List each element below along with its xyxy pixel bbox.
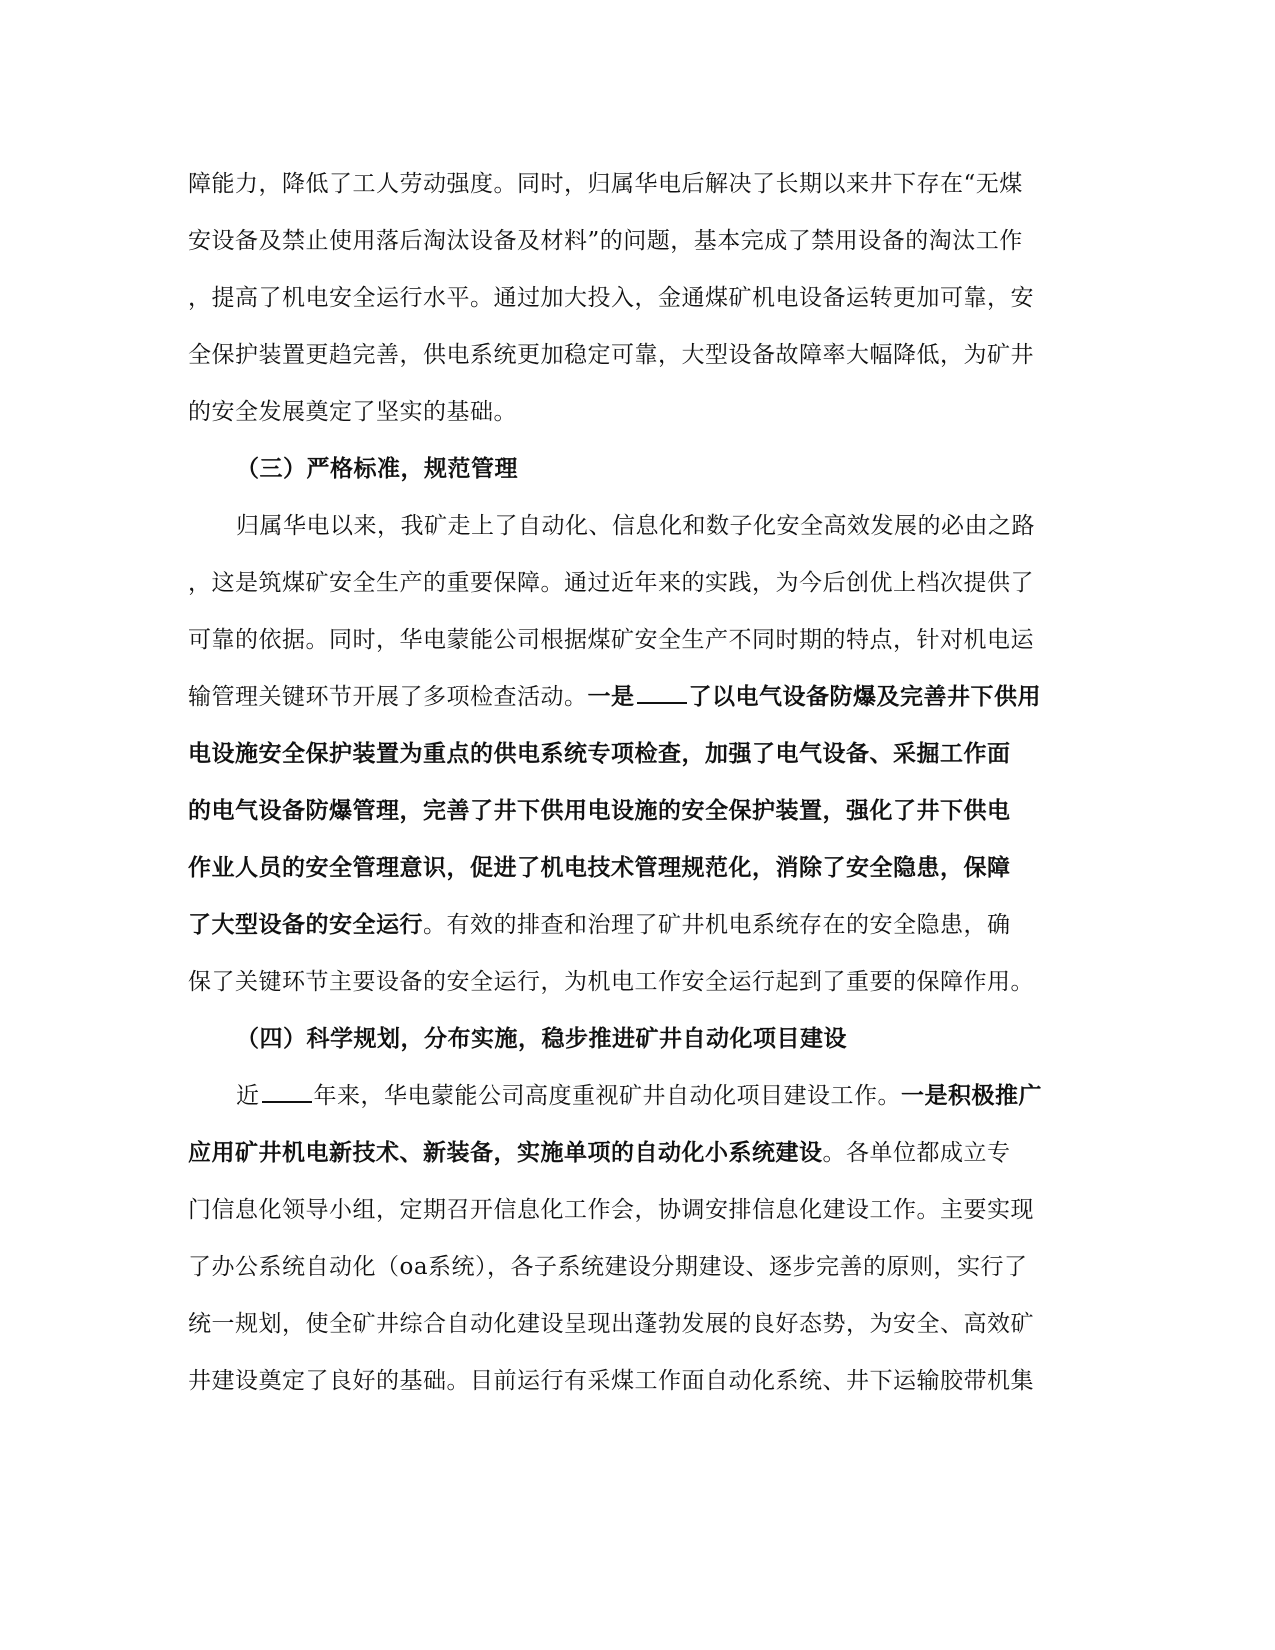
paragraph-line [236, 1076, 1088, 1116]
paragraph-line: 保了关键环节主要设备的安全运行，为机电工作安全运行起到了重要的保障作用。 [188, 969, 1034, 995]
paragraph-line: ，这是筑煤矿安全生产的重要保障。通过近年来的实践，为今后创优上档次提供了 [188, 570, 1034, 596]
section-heading-3: （三）严格标准，规范管理 [236, 455, 518, 482]
paragraph-line: 归属华电以来，我矿走上了自动化、信息化和数子化安全高效发展的必由之路 [236, 513, 1035, 539]
paragraph-line: 统一规划，使全矿井综合自动化建设呈现出蓬勃发展的良好态势，为安全、高效矿 [188, 1311, 1034, 1337]
paragraph-line: 可靠的依据。同时，华电蒙能公司根据煤矿安全生产不同时期的特点，针对机电运 [188, 627, 1034, 653]
line-text: 。各单位都成立专 [822, 1140, 1011, 1166]
paragraph-line: 障能力，降低了工人劳动强度。同时，归属华电后解决了长期以来井下存在“无煤 [188, 171, 1023, 197]
paragraph-line: 全保护装置更趋完善，供电系统更加稳定可靠，大型设备故障率大幅降低，为矿井 [188, 342, 1034, 368]
paragraph-line [188, 905, 1088, 945]
paragraph-line: 了办公系统自动化（oa系统），各子系统建设分期建设、逐步完善的原则，实行了 [188, 1254, 1028, 1280]
line-text: 输管理关键环节开展了多项检查活动。 [188, 684, 588, 710]
paragraph-line: 安设备及禁止使用落后淘汰设备及材料”的问题，基本完成了禁用设备的淘汰工作 [188, 228, 1023, 254]
paragraph-line: 的电气设备防爆管理，完善了井下供用电设施的安全保护装置，强化了井下供电 [188, 797, 1011, 824]
paragraph-line [188, 677, 1088, 717]
line-text: 年来，华电蒙能公司高度重视矿井自动化项目建设工作。 [313, 1083, 901, 1109]
bold-text: 一是 [587, 683, 635, 710]
paragraph-line: 电设施安全保护装置为重点的供电系统专项检查，加强了电气设备、采掘工作面 [188, 740, 1011, 767]
bold-text: 一是积极推广 [901, 1082, 1042, 1109]
bold-text: 应用矿井机电新技术、新装备，实施单项的自动化小系统建设 [188, 1139, 823, 1166]
paragraph-line: 作业人员的安全管理意识，促进了机电技术管理规范化，消除了安全隐患，保障 [188, 854, 1011, 881]
fill-blank [262, 1081, 312, 1103]
bold-text: 了以电气设备防爆及完善井下供用 [688, 683, 1041, 710]
fill-blank [637, 682, 687, 704]
bold-text: 了大型设备的安全运行 [188, 911, 423, 938]
section-heading-4: （四）科学规划，分布实施，稳步推进矿井自动化项目建设 [236, 1025, 847, 1052]
paragraph-line [188, 1133, 1088, 1173]
paragraph-line: 门信息化领导小组，定期召开信息化工作会，协调安排信息化建设工作。主要实现 [188, 1197, 1034, 1223]
paragraph-line: ，提高了机电安全运行水平。通过加大投入，金通煤矿机电设备运转更加可靠，安 [188, 285, 1034, 311]
line-text: 近 [236, 1083, 260, 1109]
paragraph-line: 井建设奠定了良好的基础。目前运行有采煤工作面自动化系统、井下运输胶带机集 [188, 1368, 1034, 1394]
line-text: 。有效的排查和治理了矿井机电系统存在的安全隐患，确 [423, 912, 1011, 938]
paragraph-line: 的安全发展奠定了坚实的基础。 [188, 399, 517, 425]
